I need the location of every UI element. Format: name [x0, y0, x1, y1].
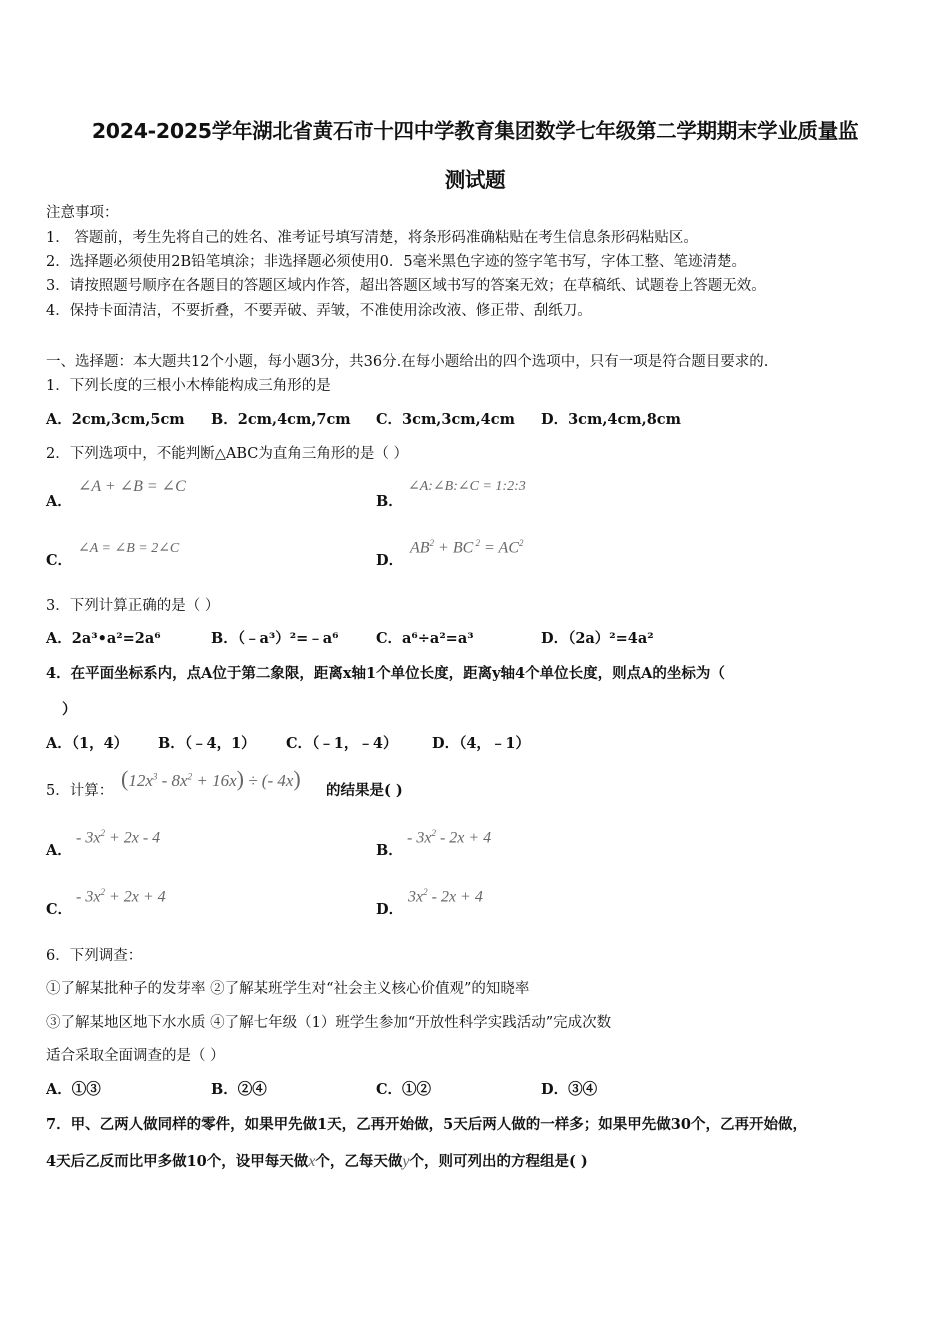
- q2-option-a-label: A．: [46, 493, 72, 510]
- q7-stem-part-2: 个，乙每天做: [315, 1153, 403, 1170]
- q4-stem: 4．在平面坐标系内，点A位于第二象限，距离x轴1个单位长度，距离y轴4个单位长度，则点A的坐标为（: [46, 665, 725, 682]
- q5-option-b-math: - $3x^2 - 2x + 4$: [407, 828, 492, 847]
- q4-option-d: D．（4，﹣1）: [432, 735, 531, 752]
- q6-option-a: A．①③: [46, 1081, 101, 1098]
- q5-stem-prefix: 5．计算：: [46, 783, 114, 799]
- notice-item-3: 3．请按照题号顺序在各题目的答题区域内作答，超出答题区域书写的答案无效；在草稿纸、试题卷上答题无效。: [46, 278, 766, 294]
- q7-stem-part-3: 个，则可列出的方程组是( ): [409, 1153, 588, 1170]
- q5-option-c-label: C．: [46, 901, 73, 918]
- q5-expression: $(12x^3 - 8x^2 + 16x)$ ÷ (- 4x): [121, 766, 301, 791]
- q6-stem: 6．下列调查：: [46, 948, 143, 964]
- q6-option-c: C．①②: [376, 1081, 432, 1098]
- q7-var-y: y: [402, 1153, 410, 1170]
- q3-option-b: B．（﹣a³）²=﹣a⁶: [211, 630, 339, 647]
- q6-line-3: 适合采取全面调查的是（ ）: [46, 1048, 225, 1064]
- q2-option-c-math: ∠A = ∠B = 2∠C: [78, 541, 180, 556]
- q1-stem: 1．下列长度的三根小木棒能构成三角形的是: [46, 378, 331, 394]
- q4-option-b: B．（﹣4，1）: [158, 735, 256, 752]
- q6-option-b: B．②④: [211, 1081, 267, 1098]
- q5-stem-suffix: 的结果是( ): [326, 782, 403, 799]
- q3-stem: 3．下列计算正确的是（ ）: [46, 598, 220, 614]
- q2-stem: 2．下列选项中，不能判断△ABC为直角三角形的是（ ）: [46, 446, 408, 462]
- q5-option-d-label: D．: [376, 901, 404, 918]
- q2-option-b-math: ∠A:∠B:∠C = 1:2:3: [408, 479, 526, 494]
- q3-option-a: A．2a³•a²=2a⁶: [46, 630, 161, 647]
- q1-option-c: C．3cm,3cm,4cm: [376, 411, 515, 428]
- q7-stem-part-1: 4天后乙反而比甲多做10个，设甲每天做: [46, 1153, 309, 1170]
- q2-option-d-math: $AB^2$ + BC $^2 = AC^2$: [410, 538, 524, 557]
- q3-option-c: C．a⁶÷a²=a³: [376, 630, 474, 647]
- q6-line-2: ③了解某地区地下水水质 ④了解七年级（1）班学生参加“开放性科学实践活动”完成次数: [46, 1015, 612, 1031]
- q2-option-a-math: ∠A + ∠B = ∠C: [78, 478, 186, 495]
- q2-option-b-label: B．: [376, 493, 403, 510]
- exam-title-line1: 2024-2025学年湖北省黄石市十四中学教育集团数学七年级第二学期期末学业质量监: [91, 119, 859, 143]
- q4-option-a: A．（1，4）: [46, 735, 129, 752]
- q7-var-x: x: [308, 1153, 316, 1170]
- section-heading: 一、选择题：本大题共12个小题，每小题3分，共36分.在每小题给出的四个选项中，只有一项是符合题目要求的.: [46, 354, 769, 370]
- notice-item-1: 1． 答题前，考生先将自己的姓名、准考证号填写清楚，将条形码准确粘贴在考生信息条形码粘贴区。: [46, 230, 698, 246]
- q2-option-c-label: C．: [46, 552, 73, 569]
- q5-option-b-label: B．: [376, 842, 403, 859]
- q1-option-a: A．2cm,3cm,5cm: [46, 411, 185, 428]
- q3-option-d: D．（2a）²=4a²: [541, 630, 654, 647]
- exam-title-line2: 测试题: [444, 168, 506, 192]
- q2-option-d-label: D．: [376, 552, 404, 569]
- q5-option-d-math: $3x^2 - 2x + 4$: [408, 887, 483, 906]
- q1-option-b: B．2cm,4cm,7cm: [211, 411, 351, 428]
- notice-heading: 注意事项：: [46, 205, 119, 221]
- q4-stem-close: ）: [62, 701, 77, 718]
- q1-option-d: D．3cm,4cm,8cm: [541, 411, 681, 428]
- q5-option-a-math: - $3x^2 + 2x - 4$: [76, 828, 161, 847]
- notice-item-2: 2．选择题必须使用2B铅笔填涂；非选择题必须使用0．5毫米黑色字迹的签字笔书写，字体工整、笔迹清楚。: [46, 254, 747, 270]
- q7-stem-line-1: 7．甲、乙两人做同样的零件，如果甲先做1天，乙再开始做，5天后两人做的一样多；如果甲先做30个，乙再开始做，: [46, 1116, 807, 1133]
- notice-item-4: 4．保持卡面清洁，不要折叠，不要弄破、弄皱，不准使用涂改液、修正带、刮纸刀。: [46, 303, 592, 319]
- q6-option-d: D．③④: [541, 1081, 598, 1098]
- q5-option-a-label: A．: [46, 842, 72, 859]
- q5-option-c-math: - $3x^2 + 2x + 4$: [76, 887, 166, 906]
- q7-stem-line-2: [46, 1152, 588, 1172]
- q4-option-c: C．（﹣1，﹣4）: [286, 735, 398, 752]
- q6-line-1: ①了解某批种子的发芽率 ②了解某班学生对“社会主义核心价值观”的知晓率: [46, 981, 530, 997]
